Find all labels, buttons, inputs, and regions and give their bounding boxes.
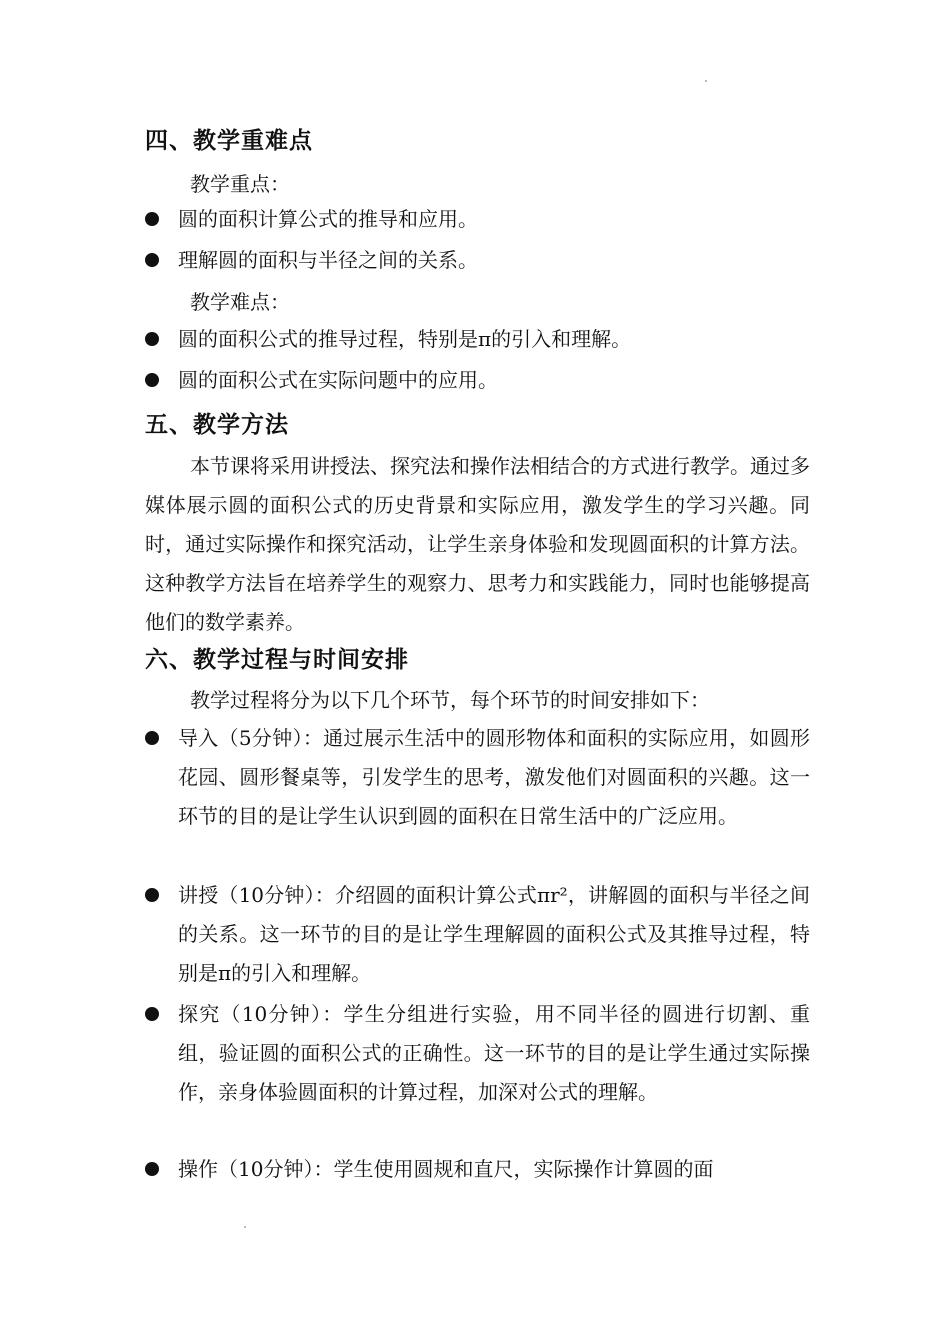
list-item: 圆的面积计算公式的推导和应用。 (145, 200, 810, 239)
bullet-icon (145, 1007, 159, 1021)
scan-speck (244, 1226, 246, 1228)
section-5-heading: 五、教学方法 (145, 411, 289, 438)
section-4-heading: 四、教学重难点 (145, 127, 313, 154)
list-item: 操作（10分钟）：学生使用圆规和直尺，实际操作计算圆的面 (145, 1150, 810, 1189)
difficult-points-label: 教学难点： (190, 290, 290, 314)
list-item: 讲授（10分钟）：介绍圆的面积计算公式πr²，讲解圆的面积与半径之间的关系。这一环节的目的是让学生理解圆的面积公式及其推导过程，特别是π的引入和理解。 (145, 876, 810, 993)
bullet-icon (145, 1162, 159, 1176)
list-item: 理解圆的面积与半径之间的关系。 (145, 241, 810, 280)
bullet-icon (145, 212, 159, 226)
list-item: 圆的面积公式的推导过程，特别是π的引入和理解。 (145, 320, 810, 359)
section-6-heading: 六、教学过程与时间安排 (145, 646, 409, 673)
bullet-icon (145, 332, 159, 346)
bullet-icon (145, 731, 159, 745)
key-points-label: 教学重点： (190, 172, 290, 196)
bullet-icon (145, 888, 159, 902)
list-item: 导入（5分钟）：通过展示生活中的圆形物体和面积的实际应用，如圆形花园、圆形餐桌等，引发学生的思考，激发他们对圆面积的兴趣。这一环节的目的是让学生认识到圆的面积在日常生活中的广泛应用。 (145, 719, 810, 836)
list-item: 探究（10分钟）：学生分组进行实验，用不同半径的圆进行切割、重组，验证圆的面积公式的正确性。这一环节的目的是让学生通过实际操作，亲身体验圆面积的计算过程，加深对公式的理解。 (145, 995, 810, 1112)
bullet-icon (145, 253, 159, 267)
list-item: 圆的面积公式在实际问题中的应用。 (145, 361, 810, 400)
scan-speck (705, 80, 707, 82)
process-intro: 教学过程将分为以下几个环节，每个环节的时间安排如下： (190, 688, 710, 712)
bullet-icon (145, 373, 159, 387)
teaching-method-paragraph: 本节课将采用讲授法、探究法和操作法相结合的方式进行教学。通过多媒体展示圆的面积公式的历史背景和实际应用，激发学生的学习兴趣。同时，通过实际操作和探究活动，让学生亲身体验和发现圆面积的计算方法。这种教学方法旨在培养学生的观察力、思考力和实践能力，同时也能够提高他们的数学素养。 (145, 454, 810, 634)
